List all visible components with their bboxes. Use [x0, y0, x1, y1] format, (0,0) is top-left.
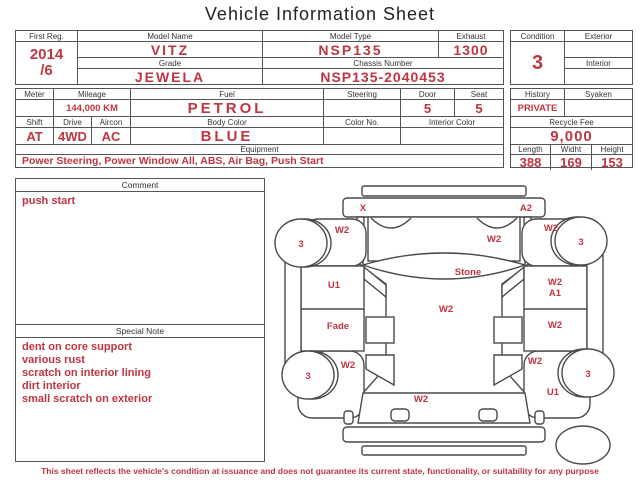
- condition-label: Condition: [511, 31, 565, 42]
- damage-code-right-fender: W2: [543, 223, 559, 234]
- tailgate: [358, 393, 530, 423]
- body-color-label: Body Color: [131, 117, 324, 128]
- rear-bumper-strip: [362, 446, 526, 455]
- c-pillar-left: [366, 355, 394, 385]
- front-bumper-strip: [362, 186, 526, 196]
- model-type-value: NSP135: [263, 42, 439, 58]
- damage-code-left-fender: W2: [334, 225, 350, 236]
- grade-value: JEWELA: [78, 69, 263, 84]
- page-title: Vehicle Information Sheet: [204, 4, 436, 24]
- damage-code-right-front-door-1: W2: [547, 277, 563, 288]
- height-value: 153: [601, 155, 623, 170]
- special-note-text: [16, 338, 264, 409]
- b-pillar-right: [494, 317, 522, 343]
- front-bumper: [343, 198, 545, 217]
- comment-header: Comment: [16, 179, 264, 192]
- syaken-value: [565, 100, 632, 116]
- rear-corner-left: [344, 411, 353, 424]
- taillight-right: [479, 409, 497, 421]
- fuel-label: Fuel: [131, 89, 324, 100]
- meter-value: [16, 100, 54, 116]
- special-note-line: small scratch on exterior: [22, 392, 153, 405]
- color-no-value: [324, 128, 401, 144]
- exterior-label: Exterior: [565, 31, 632, 42]
- length-value: 388: [511, 155, 551, 170]
- damage-code-front-right-wheel: 3: [578, 237, 584, 248]
- equipment-label: Equipment: [16, 145, 503, 155]
- mileage-value: 144,000 KM: [54, 100, 131, 116]
- history-table: [510, 88, 633, 168]
- damage-code-windshield: Stone: [454, 267, 482, 278]
- spare-tire: [556, 426, 610, 464]
- recycle-fee-label: Recycle Fee: [511, 117, 632, 128]
- interior-color-label: Interior Color: [401, 117, 503, 128]
- grade-label: Grade: [78, 58, 263, 69]
- rear-corner-right: [535, 411, 544, 424]
- comment-text: push start: [16, 192, 264, 325]
- first-reg-label: First Reg.: [16, 31, 78, 42]
- special-note-line: scratch on interior lining: [22, 366, 151, 379]
- damage-code-left-quarter: W2: [340, 360, 356, 371]
- history-value: PRIVATE: [511, 100, 565, 116]
- damage-code-rear-right-wheel: 3: [585, 369, 591, 380]
- model-name-label: Model Name: [78, 31, 263, 42]
- header-table: [15, 30, 504, 85]
- drive-label: Drive: [54, 117, 92, 128]
- shift-label: Shift: [16, 117, 54, 128]
- width-value: 169: [551, 155, 592, 170]
- damage-code-right-rear-lower: U1: [546, 387, 560, 398]
- damage-code-left-front-door: U1: [327, 280, 341, 291]
- first-reg-month: /6: [40, 62, 53, 79]
- exhaust-value: 1300: [439, 42, 503, 58]
- damage-code-front-bumper-left: X: [359, 203, 367, 214]
- damage-code-front-left-wheel: 3: [298, 239, 304, 250]
- damage-code-right-rear-door: W2: [547, 320, 563, 331]
- model-name-value: VITZ: [78, 42, 263, 58]
- length-label: Length: [511, 145, 551, 155]
- drive-value: 4WD: [54, 128, 92, 144]
- footer-disclaimer: This sheet reflects the vehicle's condition at issuance and does not guarantee its current state, functionality, or suitability for any purpose: [41, 466, 599, 476]
- exterior-value: [565, 42, 632, 58]
- history-rows: [511, 89, 632, 117]
- c-pillar-right: [494, 355, 522, 385]
- door-value: 5: [401, 100, 455, 116]
- damage-code-right-quarter: W2: [527, 356, 543, 367]
- specs-row-b: [16, 117, 503, 145]
- seat-label: Seat: [455, 89, 503, 100]
- specs-row-a: [16, 89, 503, 117]
- first-reg-year: 2014: [29, 46, 64, 64]
- special-note-line: various rust: [22, 353, 85, 366]
- damage-code-rear-left-wheel: 3: [305, 371, 311, 382]
- left-sill: [285, 254, 301, 369]
- syaken-label: Syaken: [565, 89, 632, 100]
- interior-color-value: [401, 128, 503, 144]
- chassis-number-value: NSP135-2040453: [320, 69, 446, 84]
- damage-code-hood: W2: [486, 234, 502, 245]
- recycle-fee-value: 9,000: [550, 128, 593, 144]
- recycle-fee-rows: [511, 117, 632, 145]
- damage-code-left-rear-door: Fade: [326, 321, 350, 332]
- damage-code-front-bumper-right: A2: [519, 203, 533, 214]
- condition-table: [510, 30, 633, 85]
- steering-value: [324, 100, 401, 116]
- aircon-label: Aircon: [92, 117, 131, 128]
- shift-value: AT: [16, 128, 54, 144]
- interior-label: Interior: [565, 58, 632, 69]
- steering-label: Steering: [324, 89, 401, 100]
- height-label: Height: [592, 145, 632, 155]
- rear-bumper: [343, 427, 545, 442]
- color-no-label: Color No.: [324, 117, 401, 128]
- chassis-number-label: Chassis Number: [263, 58, 503, 69]
- equipment-value: Power Steering, Power Window All, ABS, Air Bag, Push Start: [22, 155, 324, 167]
- specs-table: [15, 88, 504, 168]
- interior-value: [565, 69, 632, 84]
- taillight-left: [391, 409, 409, 421]
- equipment-rows: [16, 145, 503, 167]
- b-pillar-left: [366, 317, 394, 343]
- mileage-label: Mileage: [54, 89, 131, 100]
- dimensions-rows: [511, 145, 632, 170]
- fuel-value: PETROL: [131, 100, 324, 116]
- damage-code-rear-gate: W2: [413, 394, 429, 405]
- special-note-line: dent on core support: [22, 341, 132, 353]
- damage-code-roof: W2: [438, 304, 454, 315]
- comment-box: [15, 178, 265, 462]
- body-color-value: BLUE: [131, 128, 324, 144]
- aircon-value: AC: [92, 128, 131, 144]
- car-damage-diagram: [268, 183, 638, 473]
- damage-code-right-front-door-2: A1: [548, 288, 562, 299]
- history-label: History: [511, 89, 565, 100]
- special-note-line: dirt interior: [22, 379, 81, 392]
- exhaust-label: Exhaust: [439, 31, 503, 42]
- width-label: Widht: [551, 145, 592, 155]
- first-reg-value: [16, 42, 78, 84]
- condition-value: 3: [511, 42, 565, 84]
- seat-value: 5: [475, 100, 483, 116]
- model-type-label: Model Type: [263, 31, 439, 42]
- meter-label: Meter: [16, 89, 54, 100]
- special-note-header: Special Note: [16, 325, 264, 338]
- door-label: Door: [401, 89, 455, 100]
